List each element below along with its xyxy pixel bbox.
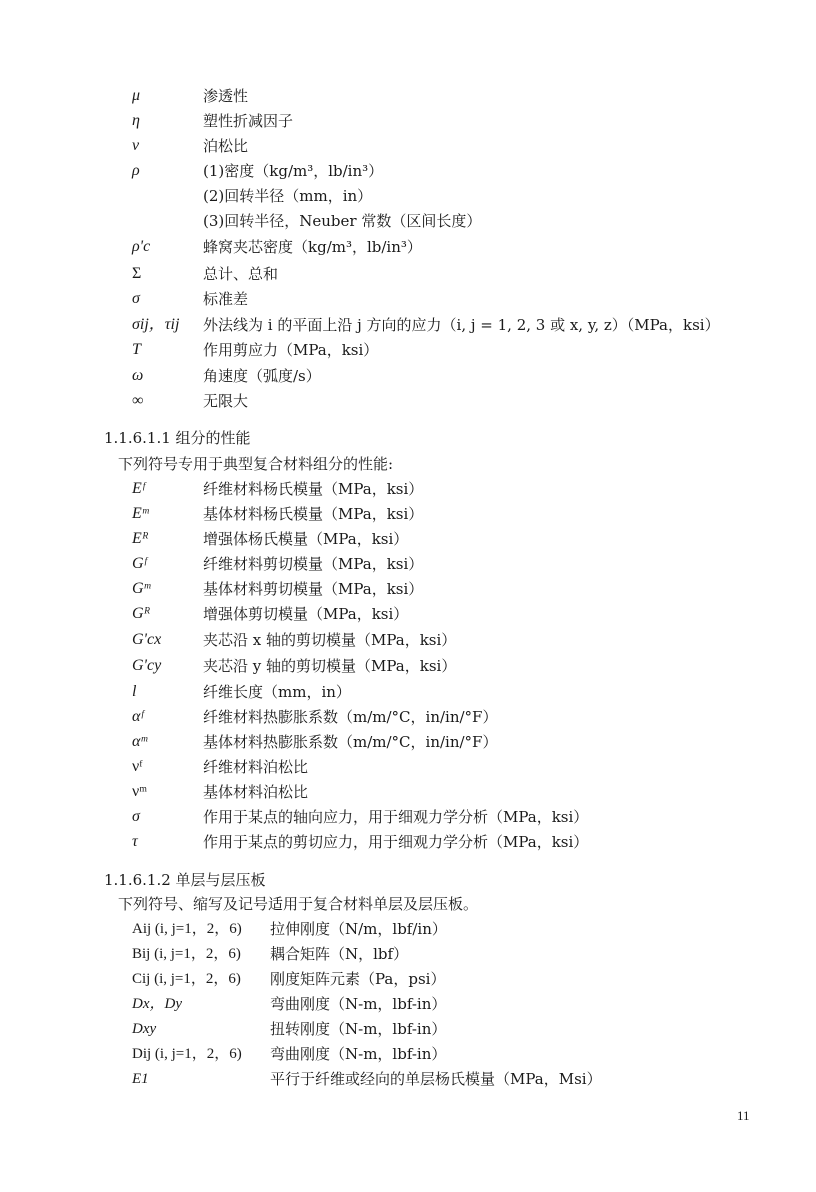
symbol: Gᴿ (132, 605, 151, 622)
description: 基体材料热膨胀系数（m/m/°C，in/in/°F） (203, 733, 498, 751)
symbol: ν (132, 137, 140, 154)
list-item (0, 579, 816, 599)
description: 作用剪应力（MPa，ksi） (203, 341, 379, 359)
description: 平行于纤维或经向的单层杨氏模量（MPa，Msi） (270, 1070, 602, 1088)
symbol: Eᵐ (132, 505, 149, 522)
symbol: Bij (i, j=1，2，6) (132, 946, 241, 962)
symbol: Dx，Dy (132, 996, 182, 1012)
symbol: αᶠ (132, 708, 144, 725)
symbol: νᵐ (132, 783, 148, 800)
description: 拉伸刚度（N/m，lbf/in） (270, 920, 447, 938)
symbol: νᶠ (132, 758, 143, 775)
description: (2)回转半径（mm，in） (203, 187, 373, 205)
symbol: μ (132, 87, 141, 104)
list-item (0, 315, 816, 335)
symbol: ω (132, 367, 144, 384)
description: 作用于某点的剪切应力，用于细观力学分析（MPa，ksi） (203, 833, 589, 851)
description: 增强体剪切模量（MPa，ksi） (203, 605, 409, 623)
symbol: Eᴿ (132, 530, 149, 547)
symbol: ρ'c (132, 238, 151, 255)
section-heading: 1.1.6.1.1 组分的性能 (104, 429, 251, 447)
description: 纤维材料热膨胀系数（m/m/°C，in/in/°F） (203, 708, 498, 726)
description: 纤维材料剪切模量（MPa，ksi） (203, 555, 424, 573)
description: 扭转刚度（N-m，lbf-in） (270, 1020, 447, 1038)
description: 刚度矩阵元素（Pa，psi） (270, 970, 446, 988)
description: 弯曲刚度（N-m，lbf-in） (270, 995, 447, 1013)
list-item (0, 366, 816, 386)
list-item (0, 1069, 816, 1089)
list-item (0, 529, 816, 549)
list-item (0, 1044, 816, 1064)
symbol: Dxy (132, 1021, 157, 1037)
description: 弯曲刚度（N-m，lbf-in） (270, 1045, 447, 1063)
page-number: 11 (737, 1108, 750, 1123)
section-intro: 下列符号、缩写及记号适用于复合材料单层及层压板。 (118, 895, 479, 913)
description: (3)回转半径，Neuber 常数（区间长度） (203, 212, 482, 230)
section-intro: 下列符号专用于典型复合材料组分的性能: (118, 455, 394, 473)
symbol: αᵐ (132, 733, 148, 750)
description: 作用于某点的轴向应力，用于细观力学分析（MPa，ksi） (203, 808, 589, 826)
list-item (0, 391, 816, 411)
description: 无限大 (203, 392, 249, 410)
description: 塑性折减因子 (203, 112, 294, 130)
description: 纤维材料杨氏模量（MPa，ksi） (203, 480, 424, 498)
list-item (0, 1019, 816, 1039)
symbol: σij，τij (132, 316, 180, 333)
description: 基体材料泊松比 (203, 783, 309, 801)
symbol: σ (132, 290, 140, 307)
list-item (0, 656, 816, 676)
list-item (0, 186, 816, 206)
description: 泊松比 (203, 137, 249, 155)
list-item (0, 682, 816, 702)
list-item (0, 832, 816, 852)
list-item (0, 707, 816, 727)
symbol: G'cy (132, 657, 162, 674)
symbol: T (132, 341, 141, 358)
symbol: τ (132, 833, 138, 850)
description: 总计、总和 (203, 265, 279, 283)
list-item (0, 264, 816, 284)
list-item (0, 111, 816, 131)
symbol: Dij (i, j=1，2，6) (132, 1046, 242, 1062)
symbol: η (132, 112, 140, 129)
list-item (0, 504, 816, 524)
list-item (0, 340, 816, 360)
list-item (0, 479, 816, 499)
symbol: Gᶠ (132, 555, 147, 572)
description: (1)密度（kg/m³，lb/in³） (203, 162, 384, 180)
list-item (0, 604, 816, 624)
section-heading: 1.1.6.1.2 单层与层压板 (104, 871, 266, 889)
list-item (0, 630, 816, 650)
description: 夹芯沿 y 轴的剪切模量（MPa，ksi） (203, 657, 457, 675)
list-item (0, 554, 816, 574)
symbol: l (132, 683, 137, 700)
symbol: G'cx (132, 631, 162, 648)
symbol: E1 (132, 1071, 149, 1087)
list-item (0, 782, 816, 802)
list-item (0, 732, 816, 752)
description: 增强体杨氏模量（MPa，ksi） (203, 530, 409, 548)
list-item (0, 136, 816, 156)
symbol: Σ (132, 265, 142, 282)
description: 渗透性 (203, 87, 249, 105)
symbol: σ (132, 808, 140, 825)
description: 蜂窝夹芯密度（kg/m³，lb/in³） (203, 238, 422, 256)
symbol: Aij (i, j=1，2，6) (132, 921, 242, 937)
symbol: ∞ (132, 392, 144, 409)
list-item (0, 944, 816, 964)
description: 基体材料剪切模量（MPa，ksi） (203, 580, 424, 598)
list-item (0, 161, 816, 181)
list-item (0, 969, 816, 989)
description: 纤维长度（mm，in） (203, 683, 351, 701)
list-item (0, 994, 816, 1014)
description: 纤维材料泊松比 (203, 758, 309, 776)
description: 耦合矩阵（N，lbf） (270, 945, 409, 963)
list-item (0, 211, 816, 231)
description: 外法线为 i 的平面上沿 j 方向的应力（i, j = 1, 2, 3 或 x, y, z）（MPa，ksi） (203, 316, 720, 334)
list-item (0, 289, 816, 309)
description: 角速度（弧度/s） (203, 367, 321, 385)
list-item (0, 807, 816, 827)
list-item (0, 919, 816, 939)
description: 标准差 (203, 290, 249, 308)
description: 基体材料杨氏模量（MPa，ksi） (203, 505, 424, 523)
list-item (0, 237, 816, 257)
symbol: ρ (132, 162, 140, 179)
symbol: Cij (i, j=1，2，6) (132, 971, 241, 987)
symbol: Eᶠ (132, 480, 145, 497)
description: 夹芯沿 x 轴的剪切模量（MPa，ksi） (203, 631, 457, 649)
symbol: Gᵐ (132, 580, 151, 597)
list-item (0, 86, 816, 106)
list-item (0, 757, 816, 777)
